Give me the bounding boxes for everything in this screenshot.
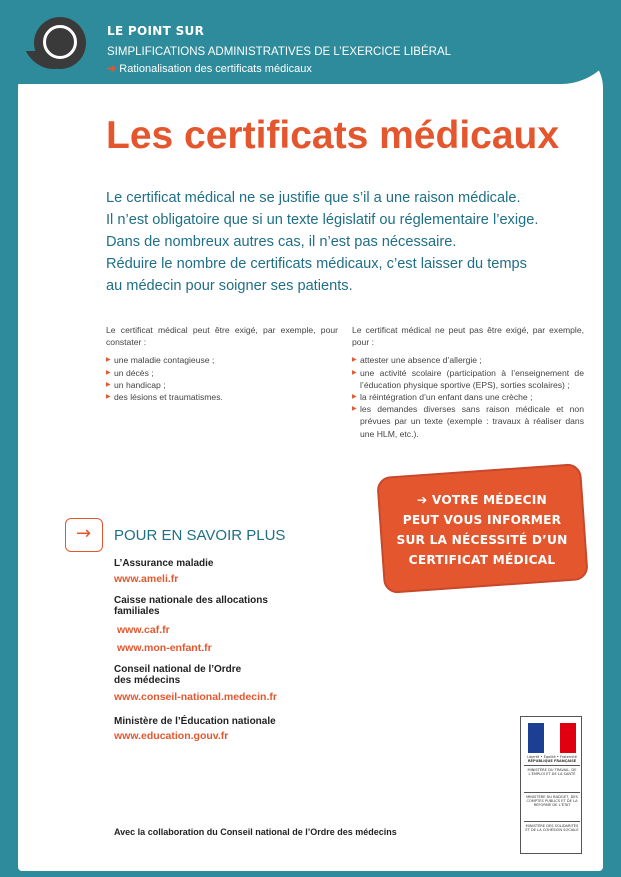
list-item: ▶ un handicap ; (106, 379, 338, 391)
org-name: familiales (114, 606, 160, 617)
callout-line: CERTIFICAT MÉDICAL (408, 553, 556, 567)
link-caf[interactable]: www.caf.fr (117, 624, 170, 636)
arrow-right-icon: ➔ (107, 63, 117, 75)
list-item: ▶ une maladie contagieuse ; (106, 354, 338, 366)
list-item: ▶ la réintégration d’un enfant dans une crèche ; (352, 391, 584, 403)
breadcrumb-label: Rationalisation des certificats médicaux (119, 63, 312, 75)
government-logo-block (520, 716, 582, 854)
callout-line: VOTRE MÉDECIN (431, 493, 547, 507)
link-conseil-national[interactable]: www.conseil-national.medecin.fr (114, 691, 277, 703)
logo-ring-icon (43, 25, 77, 59)
arrow-right-icon: → (76, 523, 92, 544)
org-name: Caisse nationale des allocations (114, 595, 268, 606)
callout-line: SUR LA NÉCESSITÉ D’UN (396, 533, 568, 547)
link-mon-enfant[interactable]: www.mon-enfant.fr (117, 642, 212, 654)
list-item: ▶ des lésions et traumatismes. (106, 391, 338, 403)
more-info-arrow-box (65, 518, 103, 552)
org-name: L’Assurance maladie (114, 558, 214, 569)
intro-line: Réduire le nombre de certificats médicaux, c’est laisser du temps (106, 256, 527, 272)
link-education[interactable]: www.education.gouv.fr (114, 730, 229, 742)
marianne-flag-icon (528, 723, 576, 753)
intro-line: au médecin pour soigner ses patients. (106, 278, 353, 294)
link-ameli[interactable]: www.ameli.fr (114, 573, 179, 585)
ministry-name: MINISTÈRE DES SOLIDARITÉS ET DE LA COHÉSION SOCIALE (524, 821, 580, 832)
more-info-title: POUR EN SAVOIR PLUS (114, 527, 286, 544)
page-title: Les certificats médicaux (106, 114, 560, 157)
header (0, 0, 621, 90)
callout-line: PEUT VOUS INFORMER (402, 513, 562, 527)
footer-credit: Avec la collaboration du Conseil national de l’Ordre des médecins (114, 827, 397, 837)
arrow-right-icon: ➔ (417, 493, 428, 507)
left-column-list (106, 354, 338, 403)
ministry-name: MINISTÈRE DU TRAVAIL, DE L’EMPLOI ET DE LA SANTÉ (524, 765, 580, 776)
ministry-name: MINISTÈRE DU BUDGET, DES COMPTES PUBLICS ET DE LA RÉFORME DE L’ÉTAT (524, 792, 580, 807)
resource-links (114, 558, 364, 743)
org-name: Conseil national de l’Ordre (114, 664, 242, 675)
intro-line: Il n’est obligatoire que si un texte législatif ou réglementaire l’exige. (106, 212, 539, 228)
republic-motto: Liberté • Égalité • Fraternité RÉPUBLIQUE FRANÇAISE (527, 755, 577, 763)
intro-line: Dans de nombreux autres cas, il n’est pas nécessaire. (106, 234, 457, 250)
breadcrumb (107, 62, 312, 75)
list-item: ▶ un décès ; (106, 367, 338, 379)
intro-line: Le certificat médical ne se justifie que s’il a une raison médicale. (106, 190, 521, 206)
right-column-lead: Le certificat médical ne peut pas être exigé, par exemple, pour : (352, 325, 584, 348)
series-title: LE POINT SUR (107, 24, 205, 38)
list-item: ▶ les demandes diverses sans raison médicale et non prévues par un texte (exemple : travaux à réaliser dans une HLM, etc.). (352, 403, 584, 440)
right-column (352, 324, 584, 440)
content-card (18, 48, 603, 871)
intro-text (106, 187, 586, 297)
callout-text (392, 490, 572, 570)
org-name: des médecins (114, 675, 181, 686)
org-name: Ministère de l’Éducation nationale (114, 716, 276, 727)
left-column-lead: Le certificat médical peut être exigé, par exemple, pour constater : (106, 325, 338, 348)
left-column (106, 324, 338, 403)
list-item: ▶ attester une absence d’allergie ; (352, 354, 584, 366)
list-item: ▶ une activité scolaire (participation à l’enseignement de l’éducation physique sportive (EPS), sorties scolaires) ; (352, 367, 584, 391)
section-subtitle: SIMPLIFICATIONS ADMINISTRATIVES DE L’EXERCICE LIBÉRAL (107, 46, 452, 58)
right-column-list (352, 354, 584, 439)
